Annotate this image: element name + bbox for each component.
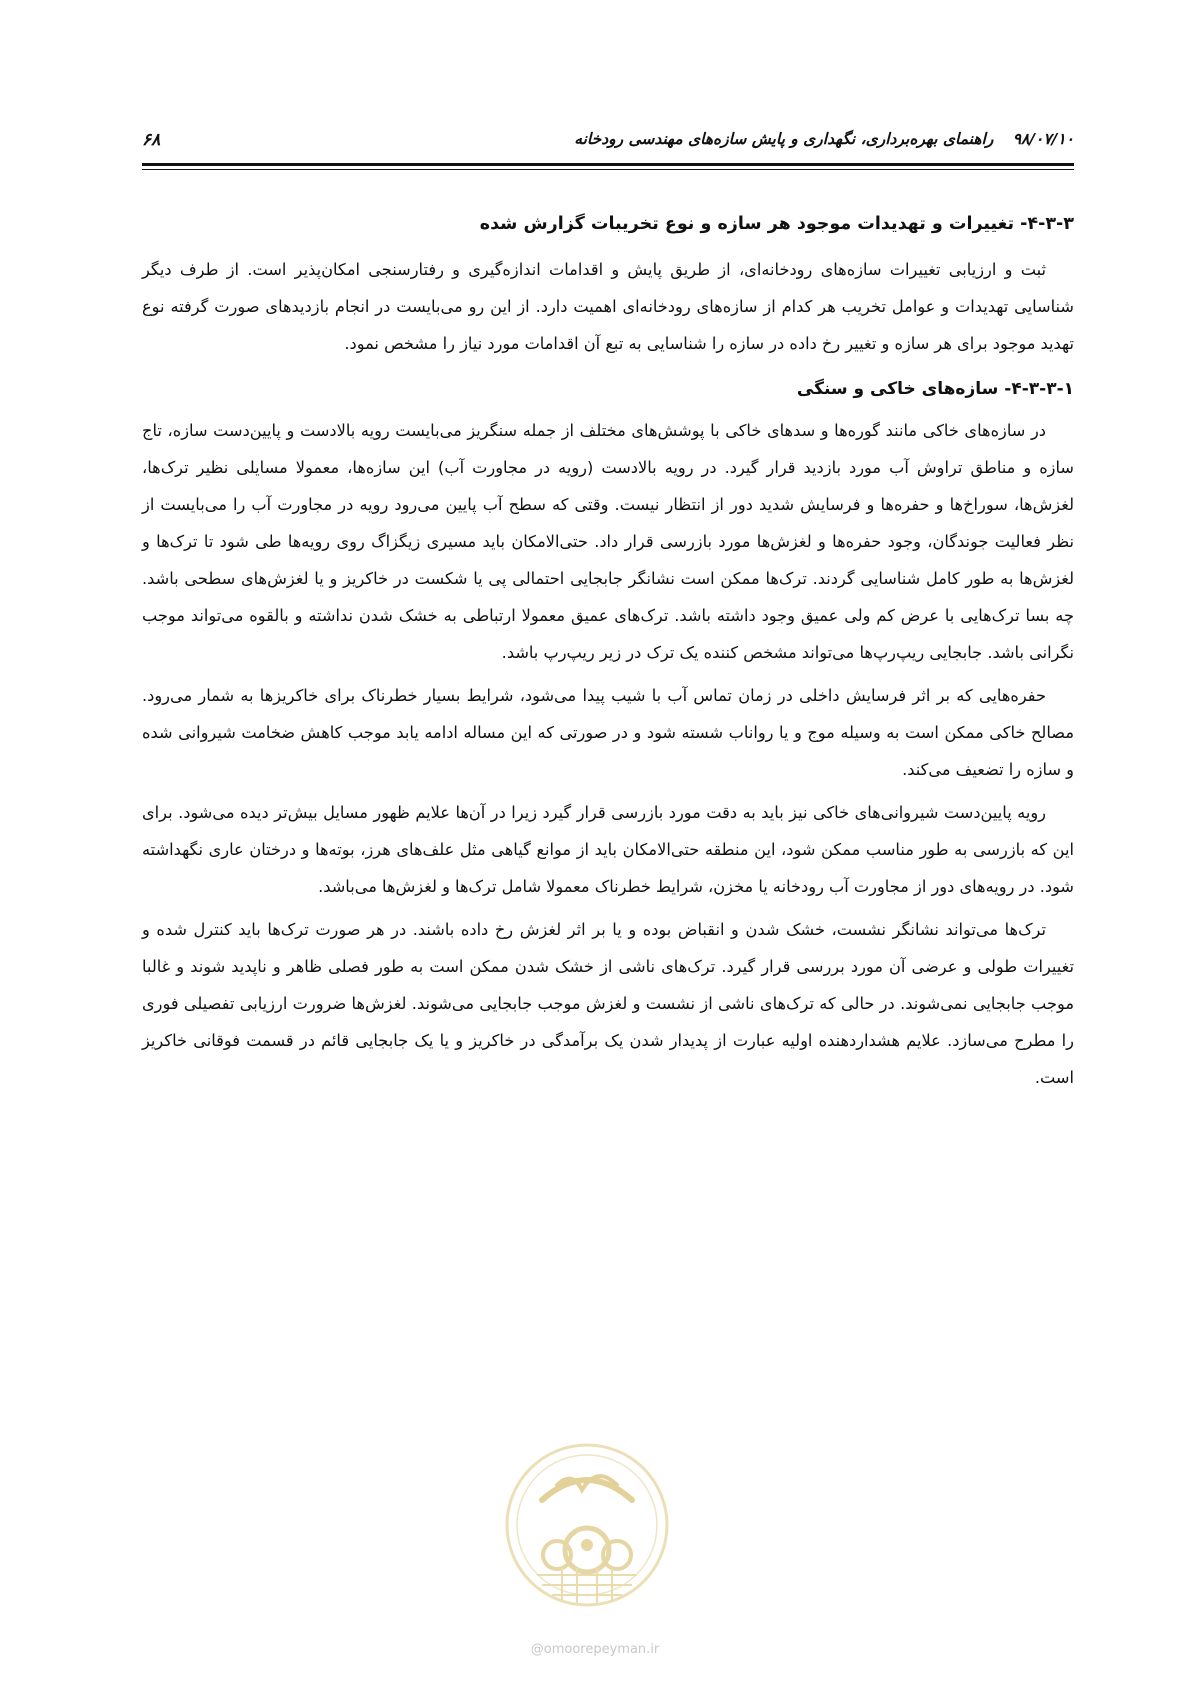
- running-title: [574, 130, 1074, 148]
- header-date: ۹۸/۰۷/۱۰: [1012, 130, 1074, 148]
- section-heading: ۴-۳-۳- تغییرات و تهدیدات موجود هر سازه و نوع تخریبات گزارش شده: [479, 214, 1074, 234]
- header-rule: [142, 163, 1074, 166]
- page-body: [142, 209, 1074, 1102]
- watermark-url: [0, 1642, 1190, 1657]
- watermark-logo-icon: [502, 1440, 672, 1610]
- body-paragraph: ترک‌ها می‌تواند نشانگر نشست، خشک شدن و انقباض بوده و یا بر اثر لغزش رخ داده باشند. در هر صورت ترک‌ها باید کنترل شده و تغییرات طولی و عرضی آن مورد بررسی قرار گیرد. ترک‌های ناشی از خشک شدن ممکن است به طور فصلی ظاهر و ناپدید شوند و غالبا موجب جابجایی نمی‌شوند. در حالی که ترک‌های ناشی از نشست و لغزش موجب جابجایی می‌شوند. لغزش‌ها ضرورت ارزیابی تفصیلی فوری را مطرح می‌سازد. علایم هشداردهنده اولیه عبارت از پدیدار شدن یک برآمدگی در خاکریز و یا یک جابجایی قائم در قسمت فوقانی خاکریز است.: [142, 920, 1074, 1087]
- body-paragraph: در سازه‌های خاکی مانند گوره‌ها و سدهای خاکی با پوشش‌های مختلف از جمله سنگریز می‌بایست رویه بالادست و پایین‌دست سازه، تاج سازه و مناطق تراوش آب مورد بازدید قرار گیرد. در رویه بالادست (رویه در مجاورت آب) این سازه‌ها، معمولا مسایلی نظیر ترک‌ها، لغزش‌ها، سوراخ‌ها و حفره‌ها و فرسایش شدید دور از انتظار نیست. وقتی که سطح آب پایین می‌رود رویه در مجاورت آب را می‌بایست از نظر فعالیت جوندگان، وجود حفره‌ها و لغزش‌ها مورد بازرسی قرار داد. حتی‌الامکان باید مسیری زیگزاگ روی رویه‌ها طی شود تا ترک‌ها و لغزش‌ها به طور کامل شناسایی گردند. ترک‌ها ممکن است نشانگر جابجایی احتمالی پی یا شکست در خاکریز و یا لغزش‌های سطحی باشد. چه بسا ترک‌هایی با عرض کم ولی عمیق وجود داشته باشد. ترک‌های عمیق معمولا ارتباطی به خشک شدن نداشته و بالقوه می‌تواند موجب نگرانی باشد. جابجایی ریپ‌رپ‌ها می‌تواند مشخص کننده یک ترک در زیر ریپ‌رپ باشد.: [142, 421, 1074, 662]
- body-paragraph: رویه پایین‌دست شیروانی‌های خاکی نیز باید به دقت مورد بازرسی قرار گیرد زیرا در آن‌ها علایم ظهور مسایل بیش‌تر دیده می‌شود. برای این که بازرسی به طور مناسب ممکن شود، این منطقه حتی‌الامکان باید از موانع گیاهی مثل علف‌های هرز، بوته‌ها و درختان عاری نگهداشته شود. در رویه‌های دور از مجاورت آب رودخانه یا مخزن، شرایط خطرناک معمولا شامل ترک‌ها و لغزش‌ها می‌باشد.: [142, 803, 1074, 896]
- section-intro-paragraph: ثبت و ارزیابی تغییرات سازه‌های رودخانه‌ای، از طریق پایش و اقدامات اندازه‌گیری و رفتارسنجی امکان‌پذیر است. از طرف دیگر شناسایی تهدیدات و عوامل تخریب هر کدام از سازه‌های رودخانه‌ای اهمیت دارد. از این رو می‌بایست در انجام بازدیدهای صورت گرفته نوع تهدید موجود برای هر سازه و تغییر رخ داده در سازه را شناسایی به تبع آن اقدامات مورد نیاز را مشخص نمود.: [142, 260, 1074, 353]
- page-number: ۶۸: [142, 130, 161, 150]
- subsection-heading: ۴-۳-۳-۱- سازه‌های خاکی و سنگی: [796, 379, 1074, 399]
- header-rule-thin: [142, 169, 1074, 170]
- page-header: [142, 128, 1074, 154]
- watermark-url-text: omoorepeyman.ir: [543, 1642, 660, 1657]
- body-paragraph: حفره‌هایی که بر اثر فرسایش داخلی در زمان تماس آب با شیب پیدا می‌شود، شرایط بسیار خطرناک برای خاکریزها به شمار می‌رود. مصالح خاکی ممکن است به وسیله موج و یا رواناب شسته شود و در صورتی که این مساله ادامه یابد موجب کاهش ضخامت شیروانی شده و سازه را تضعیف می‌کند.: [142, 686, 1074, 779]
- header-title-text: راهنمای بهره‌برداری، نگهداری و پایش سازه‌های مهندسی رودخانه: [574, 130, 994, 148]
- at-icon: @: [530, 1642, 544, 1657]
